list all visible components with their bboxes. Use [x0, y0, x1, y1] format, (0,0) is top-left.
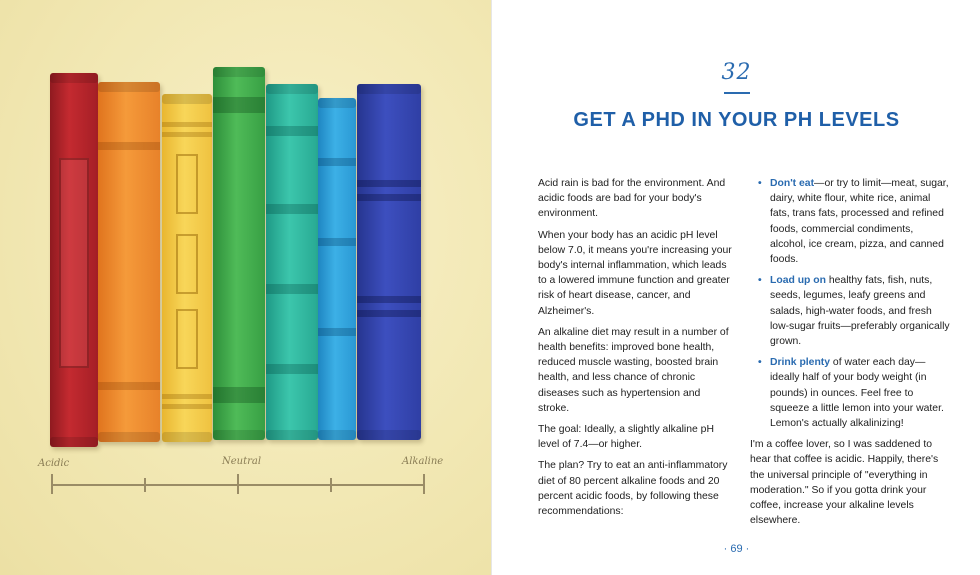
- recommendation-lead: Load up on: [770, 275, 826, 287]
- scale-label-alkaline: Alkaline: [402, 456, 444, 467]
- scale-label-acidic: Acidic: [38, 458, 70, 469]
- recommendation-lead: Drink plenty: [770, 357, 831, 369]
- paragraph: Acid rain is bad for the environment. And acidic foods are bad for your body's environment.: [538, 178, 726, 220]
- chapter-number-underline: [724, 92, 750, 94]
- recommendation-text: healthy fats, fish, nuts, seeds, legumes, leafy greens and salads, high-water foods, and fresh low-sugar fruits—preferably organically grown.: [770, 275, 950, 348]
- orange-book-spine: [98, 82, 160, 442]
- ph-scale-tick: [51, 474, 53, 494]
- red-book-spine: [50, 73, 98, 447]
- paragraph: An alkaline diet may result in a number of health benefits: improved bone health, reduced muscle wasting, boosted brain health, and less chance of chronic diseases such as hypertension and stroke.: [538, 326, 729, 414]
- sky-blue-book-spine: [318, 98, 356, 440]
- recommendation-text: —or try to limit—meat, sugar, dairy, white flour, white rice, animal fats, trans fats, processed and refined foods, commercial condiments, alcohol, ice cream, pizza, and canned foods.: [770, 178, 949, 266]
- chapter-title: GET A PHD IN YOUR PH LEVELS: [573, 109, 900, 131]
- recommendation-text: of water each day—ideally half of your body weight (in pounds) in ounces. Feel free to squeeze a little lemon into your water. Lemon's actually alkalinizing!: [770, 357, 944, 430]
- recommendation-item: [750, 273, 950, 349]
- closing-paragraph: I'm a coffee lover, so I was saddened to hear that coffee is acidic. Happily, there's the universal principle of "everything in moderation." So if you gotta drink your coffee, increase your alkaline levels elsewhere.: [750, 439, 939, 527]
- paragraph: When your body has an acidic pH level below 7.0, it means you're increasing your body's internal inflammation, which leads to a lowered immune function and greater risk of heart disease, cancer, and Alzheimer's.: [538, 229, 732, 317]
- bullet-icon: •: [758, 275, 762, 287]
- teal-book-spine: [266, 84, 318, 440]
- bullet-icon: •: [758, 178, 762, 189]
- ph-scale-tick: [237, 474, 239, 494]
- chapter-number: 32: [721, 60, 752, 85]
- green-book-spine: [213, 67, 265, 440]
- scale-label-neutral: Neutral: [222, 456, 262, 467]
- ph-scale-tick: [330, 478, 332, 492]
- right-text-column: [750, 176, 950, 534]
- paragraph: The goal: Ideally, a slightly alkaline pH level of 7.4—or higher.: [538, 424, 714, 451]
- recommendation-item: [750, 176, 950, 267]
- paragraph: The plan? Try to eat an anti-inflammatory diet of 80 percent alkaline foods and 20 percent acidic foods, by following these recommendations:: [538, 460, 728, 518]
- left-text-column: [538, 176, 734, 525]
- recommendation-lead: Don't eat: [770, 178, 815, 189]
- page-number: · 69 ·: [723, 543, 750, 555]
- ph-scale-tick: [144, 478, 146, 492]
- ph-scale-tick: [423, 474, 425, 494]
- yellow-book-spine: [162, 94, 212, 442]
- bullet-icon: •: [758, 357, 762, 369]
- red-book-label-panel: [59, 158, 89, 368]
- indigo-book-spine: [357, 84, 421, 440]
- text-page: [491, 0, 980, 575]
- recommendation-item: [750, 355, 950, 431]
